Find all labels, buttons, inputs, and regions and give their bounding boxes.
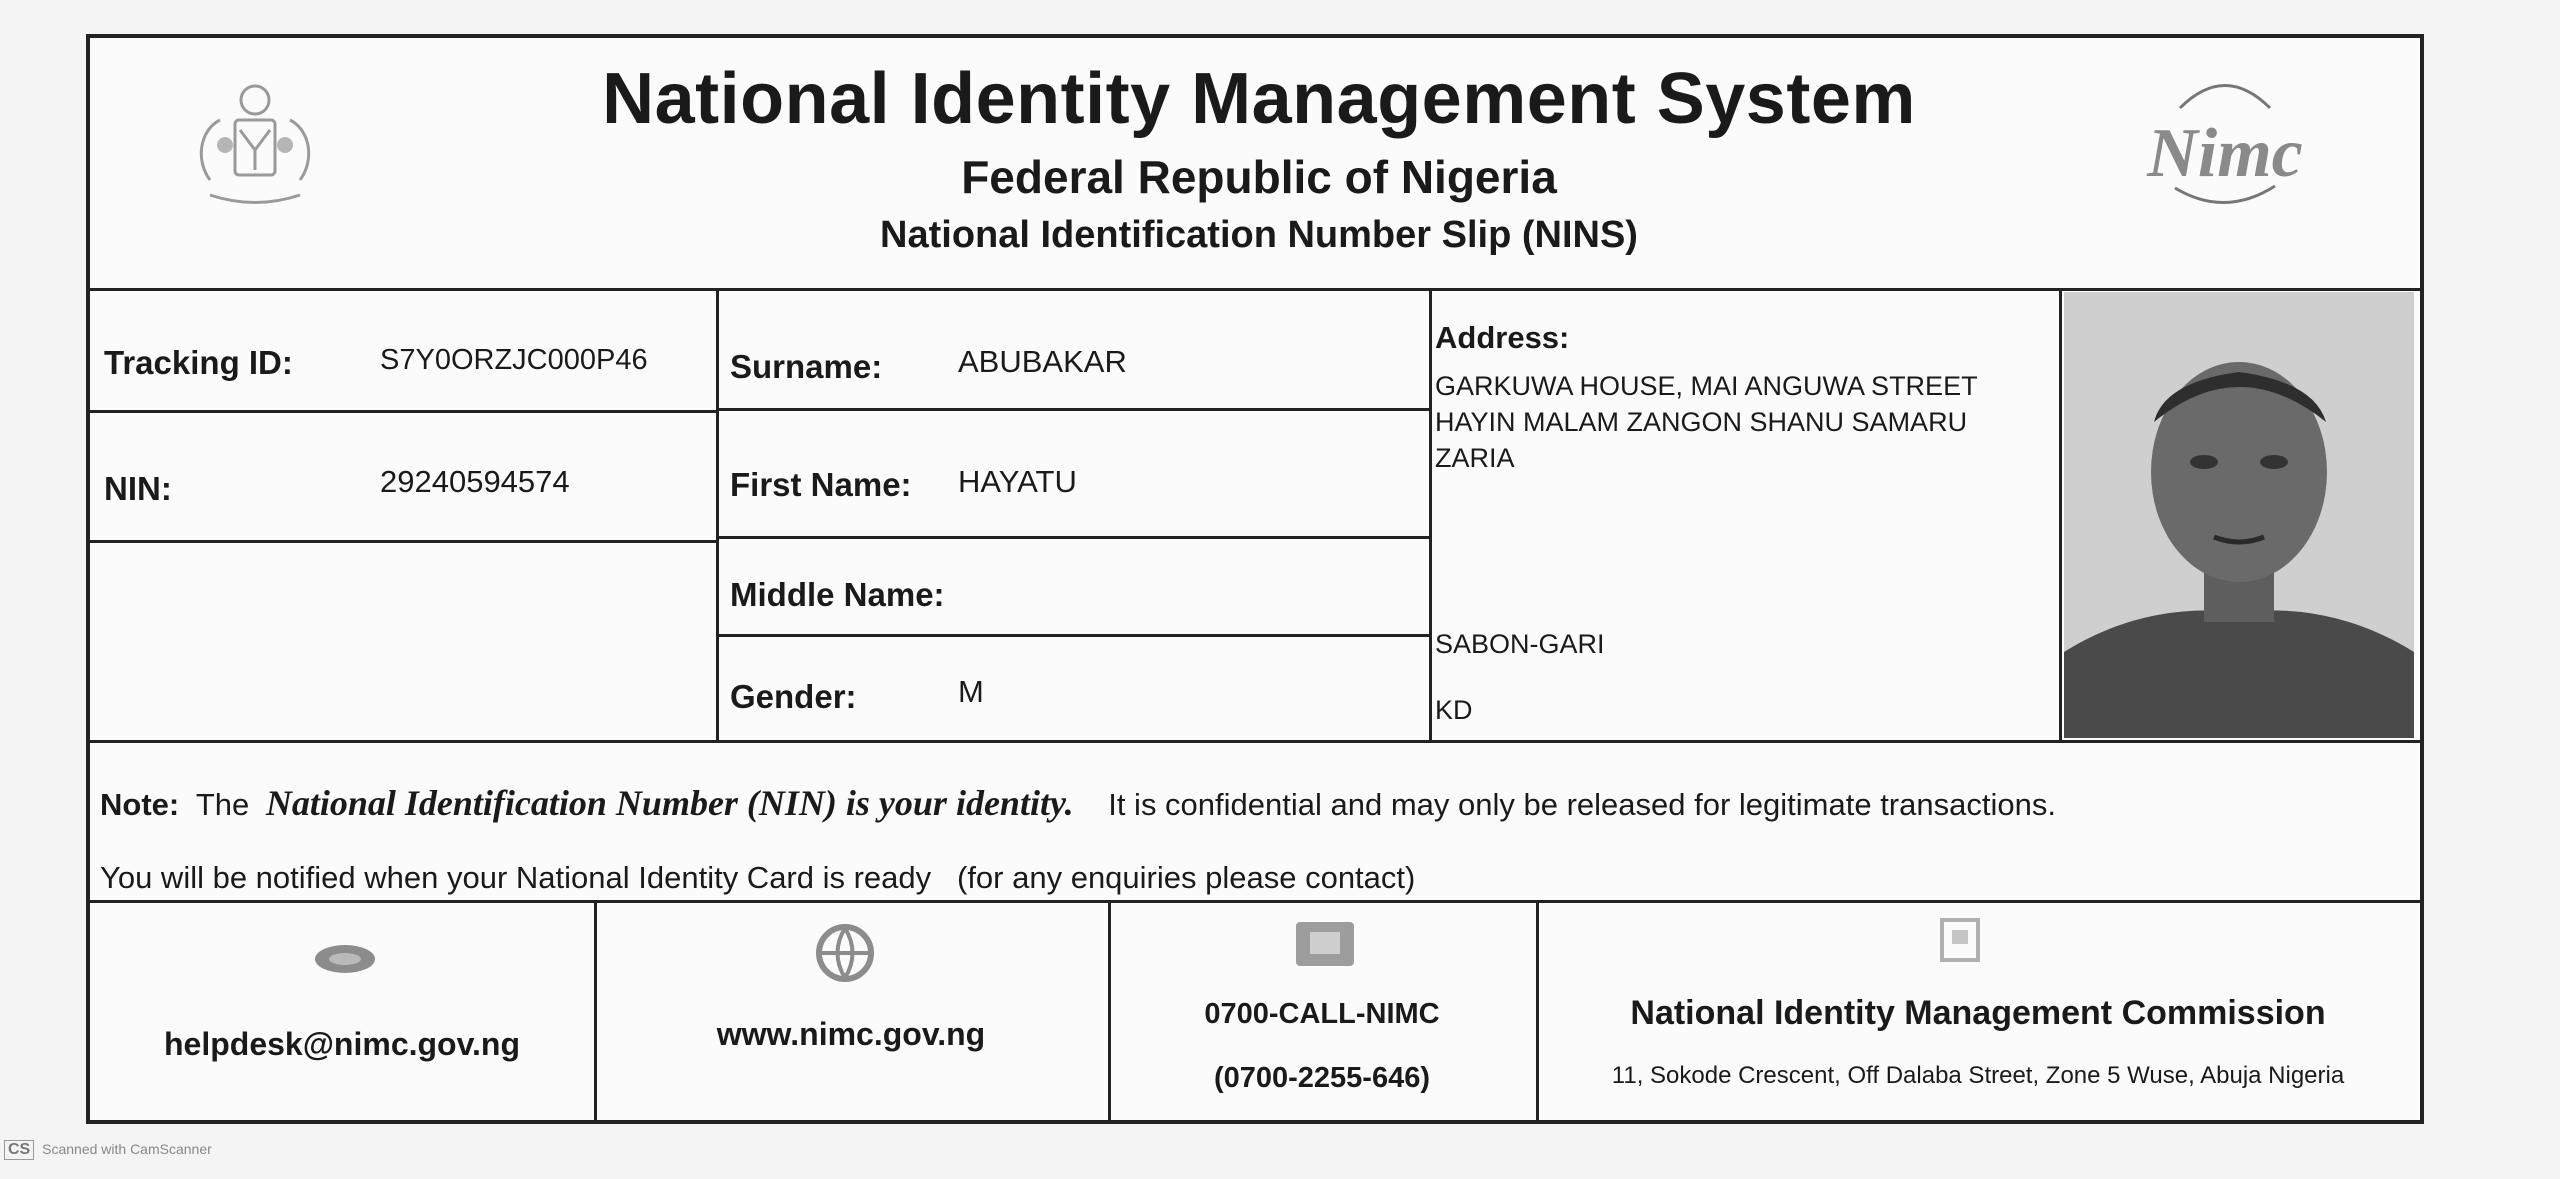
country-subtitle: Federal Republic of Nigeria — [961, 151, 1557, 203]
scanner-text: Scanned with CamScanner — [42, 1141, 212, 1157]
nin-slip — [86, 34, 2424, 1124]
gender-label: Gender: — [730, 678, 857, 715]
note-label: Note: — [100, 787, 180, 822]
column-divider — [2059, 291, 2062, 741]
address-line-3: ZARIA — [1435, 443, 1515, 473]
phone-number[interactable]: 0700-CALL-NIMC — [1204, 998, 1440, 1030]
building-icon — [1930, 914, 1990, 964]
scanner-watermark — [4, 1140, 212, 1160]
info-bottom-divider — [90, 740, 2420, 743]
middle-name-label: Middle Name: — [730, 576, 945, 613]
page-title: National Identity Management System — [602, 59, 1916, 139]
header-divider — [90, 288, 2420, 291]
globe-icon — [810, 918, 880, 988]
row-divider — [716, 536, 1430, 539]
email-link[interactable]: helpdesk@nimc.gov.ng — [164, 1026, 520, 1062]
note-rest: It is confidential and may only be released for legitimate transactions. — [1108, 787, 2056, 822]
org-name: National Identity Management Commission — [1630, 994, 2326, 1032]
holder-photo — [2064, 292, 2414, 738]
slip-title: National Identification Number Slip (NINS) — [880, 214, 1638, 256]
note-line-2: You will be notified when your National Identity Card is ready (for any enquiries please contact) — [100, 860, 1416, 895]
address-lga: SABON-GARI — [1435, 629, 1605, 659]
column-divider — [716, 291, 719, 741]
website-link[interactable]: www.nimc.gov.ng — [716, 1016, 986, 1052]
phone-digits: (0700-2255-646) — [1213, 1062, 1431, 1094]
contact-divider — [594, 902, 597, 1124]
row-divider — [716, 408, 1430, 411]
note-the: The — [195, 787, 250, 822]
column-divider — [1429, 291, 1432, 741]
svg-text:Nimc: Nimc — [2147, 115, 2303, 192]
row-divider — [90, 540, 717, 543]
row-divider — [90, 410, 717, 413]
row-divider — [716, 634, 1430, 637]
phone-icon — [1290, 914, 1360, 974]
tracking-id-label: Tracking ID: — [104, 344, 293, 381]
first-name-value: HAYATU — [958, 464, 1077, 499]
address-label: Address: — [1435, 320, 1570, 355]
address-state: KD — [1435, 695, 1473, 725]
org-address: 11, Sokode Crescent, Off Dalaba Street, Zone 5 Wuse, Abuja Nigeria — [1611, 1062, 2345, 1089]
nin-label: NIN: — [104, 470, 172, 507]
note-emphasis: National Identification Number (NIN) is your identity. — [265, 783, 1074, 823]
contact-top-divider — [90, 900, 2420, 903]
scanner-badge: CS — [4, 1140, 34, 1160]
tracking-id-value: S7Y0ORZJC000P46 — [380, 344, 648, 376]
address-line-2: HAYIN MALAM ZANGON SHANU SAMARU — [1435, 407, 1968, 437]
surname-value: ABUBAKAR — [958, 344, 1127, 379]
note-line-1 — [100, 782, 2056, 824]
surname-label: Surname: — [730, 348, 883, 385]
nin-value: 29240594574 — [380, 464, 570, 499]
email-icon — [310, 934, 380, 984]
gender-value: M — [958, 674, 984, 709]
first-name-label: First Name: — [730, 466, 912, 503]
address-line-1: GARKUWA HOUSE, MAI ANGUWA STREET — [1435, 371, 1978, 401]
